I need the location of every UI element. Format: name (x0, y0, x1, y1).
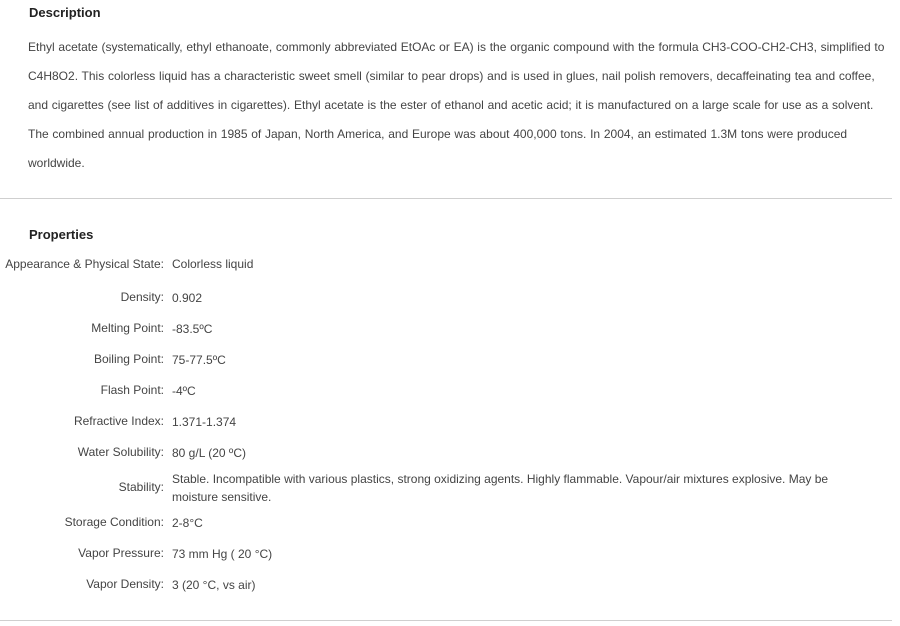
properties-heading: Properties (29, 227, 94, 242)
property-row-melting-point (0, 313, 872, 344)
property-value: -83.5ºC (172, 321, 213, 336)
property-value: Stable. Incompatible with various plastics, strong oxidizing agents. Highly flammable. Vapour/air mixtures explosive. May be moisture sensitive. (172, 471, 829, 504)
property-row-vapor-pressure (0, 538, 872, 569)
property-value: 73 mm Hg ( 20 °C) (172, 546, 273, 561)
section-divider (0, 620, 892, 621)
property-row-flash-point (0, 375, 872, 406)
property-row-water-solubility (0, 437, 872, 468)
property-label: Vapor Density: (86, 577, 164, 591)
property-row-storage-condition (0, 507, 872, 538)
property-row-refractive-index (0, 406, 872, 437)
property-label: Vapor Pressure: (78, 546, 164, 560)
property-value: -4ºC (172, 383, 196, 398)
properties-table (0, 246, 872, 600)
property-value: 3 (20 °C, vs air) (172, 577, 256, 592)
property-label: Boiling Point: (93, 352, 164, 366)
description-heading: Description (29, 5, 101, 20)
property-label: Storage Condition: (64, 515, 164, 529)
property-label: Melting Point: (91, 321, 164, 335)
property-value: 1.371-1.374 (172, 414, 237, 429)
property-row-stability (0, 468, 872, 507)
section-divider (0, 198, 892, 199)
property-label: Stability: (118, 480, 164, 494)
property-label: Refractive Index: (73, 414, 164, 428)
property-value: 80 g/L (20 ºC) (172, 445, 246, 460)
property-value: Colorless liquid (172, 257, 254, 271)
property-value: 2-8°C (172, 515, 203, 530)
property-label: Flash Point: (100, 383, 164, 397)
property-row-boiling-point (0, 344, 872, 375)
property-label: Water Solubility: (77, 445, 164, 459)
property-row-density (0, 282, 872, 313)
property-value: 0.902 (172, 290, 203, 305)
property-label: Appearance & Physical State: (5, 256, 164, 271)
property-row-appearance (0, 246, 872, 282)
description-text: Ethyl acetate (systematically, ethyl ethanoate, commonly abbreviated EtOAc or EA) is the organic compound with the formula CH3-COO-CH2-CH3, simplified to C4H8O2. This colorless liquid has a characteristic sweet smell (similar to pear drops) and is used in glues, nail polish removers, decaffeinating tea and coffee, and cigarettes (see list of additives in cigarettes). Ethyl acetate is the ester of ethanol and acetic acid; it is manufactured on a large scale for use as a solvent. The combined annual production in 1985 of Japan, North America, and Europe was about 400,000 tons. In 2004, an estimated 1.3M tons were produced worldwide. (28, 40, 885, 170)
property-value: 75-77.5ºC (172, 352, 226, 367)
property-label: Density: (120, 290, 164, 304)
property-row-vapor-density (0, 569, 872, 600)
